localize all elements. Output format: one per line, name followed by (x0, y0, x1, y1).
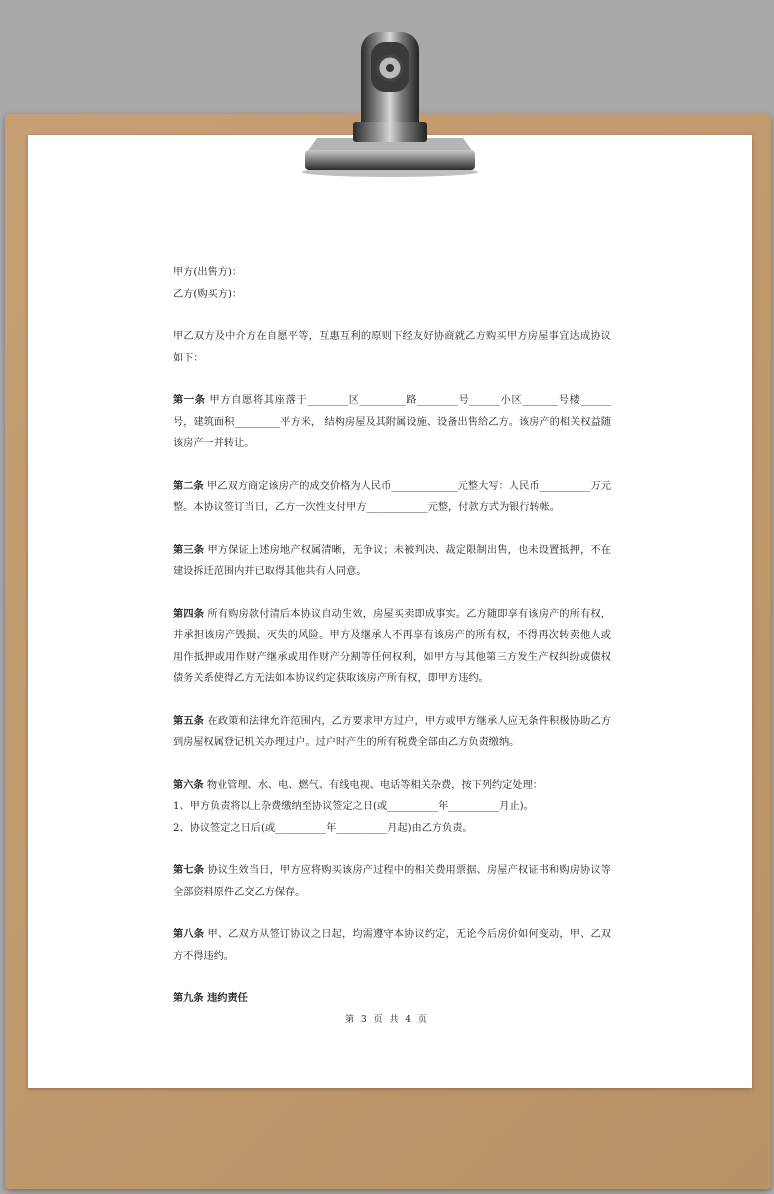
article-5-heading: 第五条 (173, 714, 205, 727)
article-8-text: 甲、乙双方从签订协议之日起，均需遵守本协议约定，无论今后房价如何变动，甲、乙双方不得违约。 (173, 929, 611, 962)
article-7-text: 协议生效当日，甲方应将购买该房产过程中的相关费用票据、房屋产权证书和购房协议等全部资料原件乙交乙方保存。 (173, 865, 611, 898)
article-1-heading: 第一条 (173, 394, 206, 406)
article-4-text: 所有购房款付清后本协议自动生效，房屋买卖即成事实。乙方随即享有该房产的所有权，并承担该房产毁损、灭失的风险。甲方及继承人不再享有该房产的所有权，不得再次转卖他人或用作抵押或用作财产继承或用作财产分割等任何权利，如甲方与其他第三方发生产权纠纷或债权债务关系使得乙方无法如本协议约定获取该房产所有权，即甲方违约。 (173, 608, 611, 684)
article-8-heading: 第八条 (173, 928, 205, 940)
article-1 (173, 390, 611, 455)
page-number: 第 3 页 共 4 页 (345, 1015, 429, 1025)
article-6-text: 物业管理、水、电、燃气、有线电视、电话等相关杂费，按下列约定处理： (206, 779, 543, 791)
article-5 (173, 711, 611, 754)
article-2-heading: 第二条 (173, 479, 204, 492)
article-7-heading: 第七条 (173, 864, 205, 876)
binder-clip-icon (295, 22, 485, 178)
article-9-heading: 第九条 违约责任 (173, 992, 248, 1004)
article-3-heading: 第三条 (173, 543, 205, 556)
article-6-heading: 第六条 (173, 778, 204, 791)
article-6-item-2: 2、协议签定之日后(或__________年__________月起)由乙方负责。 (173, 822, 473, 834)
article-8 (173, 924, 611, 967)
article-3-text: 甲方保证上述房地产权属清晰，无争议；未被判决、裁定限制出售，也未设置抵押，不在建设拆迁范围内并已取得其他共有人同意。 (173, 544, 611, 577)
article-1-text: 甲方自愿将其座落于________区_________路________号______小区_______号楼______号，建筑面积_________平方米， 结构房屋及其附属设施、设备出售给乙方。该房产的相关权益随该房产一并转让。 (173, 395, 612, 449)
article-6 (173, 775, 611, 797)
party-b-label: 乙方(购买方)： (173, 288, 243, 300)
intro-paragraph: 甲乙双方及中介方在自愿平等，互惠互利的原则下经友好协商就乙方购买甲方房屋事宜达成协议如下： (173, 331, 611, 364)
article-4-heading: 第四条 (173, 607, 205, 620)
party-a-label: 甲方(出售方)： (173, 267, 243, 278)
article-3 (173, 540, 611, 583)
agreement-body (173, 262, 611, 1010)
article-4 (173, 604, 611, 690)
article-7 (173, 860, 611, 903)
article-6-item-1: 1、甲方负责将以上杂费缴纳至协议签定之日(或__________年__________月止)。 (173, 801, 534, 812)
article-5-text: 在政策和法律允许范围内，乙方要求甲方过户，甲方或甲方继承人应无条件积极协助乙方到房屋权属登记机关办理过户。过户时产生的所有税费全部由乙方负责缴纳。 (173, 715, 611, 748)
article-2-text: 甲乙双方商定该房产的成交价格为人民币_____________元整大写：人民币__________万元整。本协议签订当日，乙方一次性支付甲方____________元整，付款方式为银行转帐。 (173, 480, 611, 513)
article-2 (173, 476, 611, 519)
